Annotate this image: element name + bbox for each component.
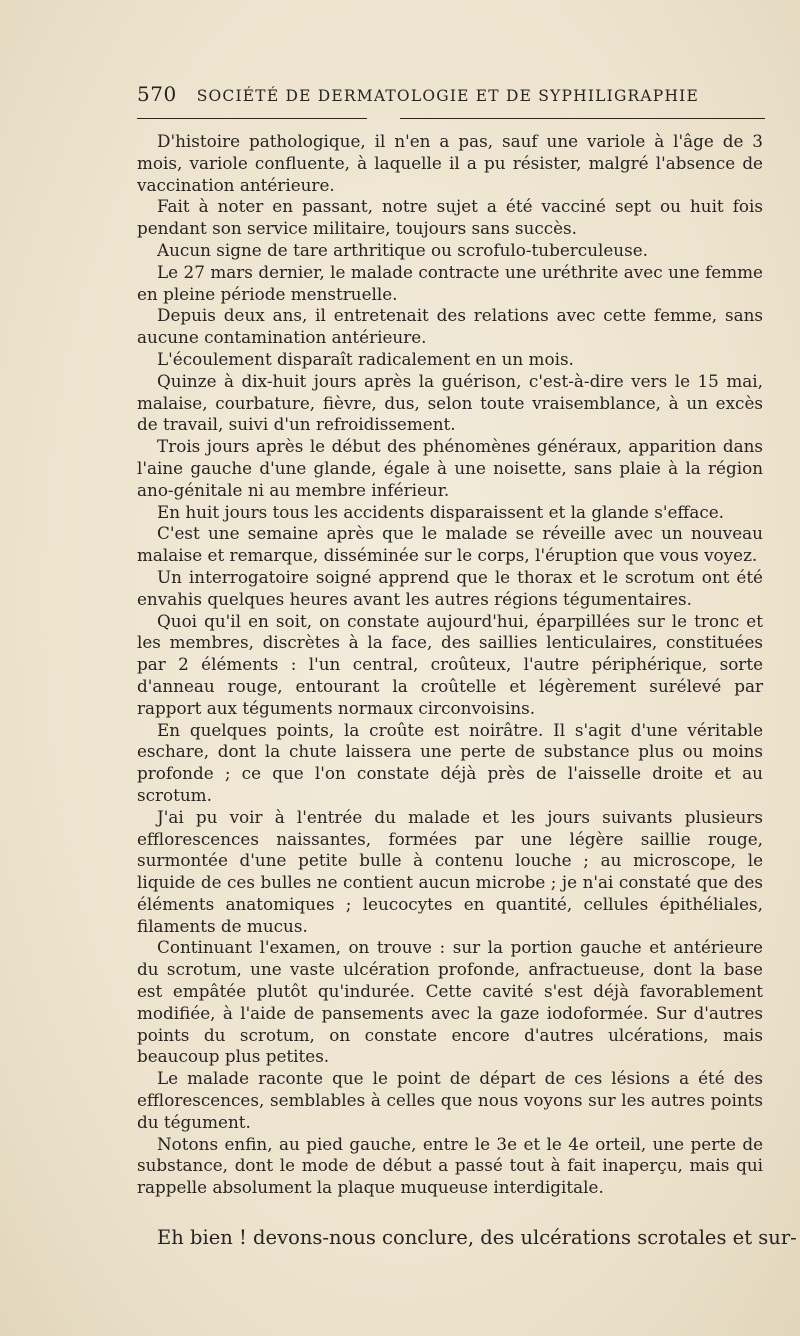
paragraph: En huit jours tous les accidents disparaissent et la glande s'efface. xyxy=(157,501,725,522)
paragraph: Continuant l'examen, on trouve : sur la portion gauche et antérieure du scrotum, une vaste ulcération profonde, anfractueuse, dont la base est empâtée plutôt qu'indurée. Cette cavité s'est déjà favorablement modifiée, à l'aide de pansements avec la gaze iodoformée. Sur d'autres points du scrotum, on constate encore d'autres ulcérations, mais beaucoup plus petites. xyxy=(137,937,763,1067)
paragraph: D'histoire pathologique, il n'en a pas, sauf une variole à l'âge de 3 mois, variole confluente, à laquelle il a pu résister, malgré l'absence de vaccination antérieure. xyxy=(137,131,763,195)
paragraph: J'ai pu voir à l'entrée du malade et les jours suivants plusieurs efflorescences naissantes, formées par une légère saillie rouge, surmontée d'une petite bulle à contenu louche ; au microscope, le liquide de ces bulles ne contient aucun microbe ; je n'ai constaté que des éléments anatomiques ; leucocytes en quantité, cellules épithéliales, filaments de mucus. xyxy=(137,806,763,936)
paragraph: Quinze à dix-huit jours après la guérison, c'est-à-dire vers le 15 mai, malaise, courbature, fièvre, dus, selon toute vraisemblance, à un excès de travail, suivi d'un refroidissement. xyxy=(137,370,763,435)
paragraph: Le malade raconte que le point de départ de ces lésions a été des efflorescences, semblables à celles que nous voyons sur les autres points du tégument. xyxy=(137,1068,763,1132)
paragraph: Fait à noter en passant, notre sujet a été vacciné sept ou huit fois pendant son service militaire, toujours sans succès. xyxy=(137,196,763,239)
page-header xyxy=(137,82,762,112)
header-rule-left xyxy=(137,118,367,119)
paragraph: L'écoulement disparaît radicalement en un mois. xyxy=(157,348,574,369)
paragraph: Aucun signe de tare arthritique ou scrofulo-tuberculeuse. xyxy=(157,239,648,260)
paragraph: Le 27 mars dernier, le malade contracte une uréthrite avec une femme en pleine période menstruelle. xyxy=(137,261,763,304)
paragraph: Un interrogatoire soigné apprend que le thorax et le scrotum ont été envahis quelques heures avant les autres régions tégumentaires. xyxy=(137,566,763,609)
paragraph: Depuis deux ans, il entretenait des relations avec cette femme, sans aucune contamination antérieure. xyxy=(137,305,763,348)
page-number: 570 xyxy=(137,82,177,106)
paragraph: Trois jours après le début des phénomènes généraux, apparition dans l'aine gauche d'une glande, égale à une noisette, sans plaie à la région ano-génitale ni au membre inférieur. xyxy=(137,436,763,500)
paragraph: C'est une semaine après que le malade se réveille avec un nouveau malaise et remarque, disséminée sur le corps, l'éruption que vous voyez. xyxy=(137,523,763,566)
running-title: SOCIÉTÉ DE DERMATOLOGIE ET DE SYPHILIGRAPHIE xyxy=(196,87,699,105)
header-rule-right xyxy=(400,118,765,119)
final-line: Eh bien ! devons-nous conclure, des ulcérations scrotales et sur- xyxy=(157,1226,797,1249)
paragraph: Quoi qu'il en soit, on constate aujourd'hui, éparpillées sur le tronc et les membres, discrètes à la face, des saillies lenticulaires, constituées par 2 éléments : l'un central, croûteux, l'autre périphérique, sorte d'anneau rouge, entourant la croûtelle et légèrement surélevé par rapport aux téguments normaux circonvoisins. xyxy=(137,610,763,718)
paragraph: Notons enfin, au pied gauche, entre le 3e et le 4e orteil, une perte de substance, dont le mode de début a passé tout à fait inaperçu, mais qui rappelle absolument la plaque muqueuse interdigitale. xyxy=(137,1133,763,1198)
paragraph: En quelques points, la croûte est noirâtre. Il s'agit d'une véritable eschare, dont la chute laissera une perte de substance plus ou moins profonde ; ce que l'on constate déjà près de l'aisselle droite et au scrotum. xyxy=(137,719,763,805)
body-text xyxy=(137,131,763,1199)
